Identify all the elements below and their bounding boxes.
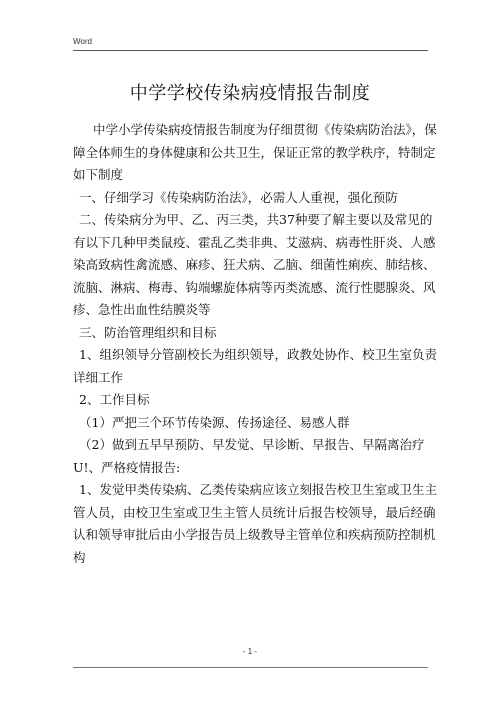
paragraph-line: U!、严格疫情报告: xyxy=(73,459,181,475)
paragraph xyxy=(73,344,437,389)
document-body xyxy=(73,119,437,569)
paragraph xyxy=(73,412,428,435)
paragraph-line: 中学小学传染病疫情报告制度为仔细贯彻《传染病防治法》，保 xyxy=(93,122,437,137)
paragraph-line: 染高致病性禽流感、麻疹、狂犬病、乙脑、细菌性痢疾、肺结核、 xyxy=(73,257,436,272)
paragraph xyxy=(73,479,437,569)
paragraph-line: （2）做到五早早预防、早发觉、早诊断、早报告、早隔离治疗 xyxy=(79,437,425,452)
app-label: Word xyxy=(73,37,92,46)
paragraph xyxy=(73,322,428,345)
paragraph-line: 疹、急性出血性结膜炎等 xyxy=(73,302,211,317)
paragraph-line: 管人员，由校卫生室或卫生主管人员统计后报告校领导，最后经确 xyxy=(73,504,436,520)
paragraph-line: 2、工作目标 xyxy=(79,392,150,407)
paragraph xyxy=(73,119,437,187)
paragraph xyxy=(73,187,428,210)
paragraph-line: 有以下几种甲类鼠疫、霍乱乙类非典、艾滋病、病毒性肝炎、人感 xyxy=(73,234,436,250)
paragraph xyxy=(73,434,428,479)
paragraph-line: 如下制度 xyxy=(73,167,124,182)
paragraph-line: 流脑、淋病、梅毒、钩端螺旋体病等丙类流感、流行性腮腺炎、风 xyxy=(73,279,436,295)
paragraph-line: （1）严把三个环节传染源、传扬途径、易感人群 xyxy=(79,414,350,430)
header-divider xyxy=(73,50,428,51)
paragraph-line: 认和领导审批后由小学报告员上级教导主管单位和疾病预防控制机 xyxy=(73,527,436,542)
paragraph-line: 三、防治管理组织和目标 xyxy=(79,324,217,340)
document-title: 中学学校传染病疫情报告制度 xyxy=(129,83,371,104)
paragraph-line: 一、仔细学习《传染病防治法》，必需人人重视，强化预防 xyxy=(79,189,398,205)
paragraph-line: 构 xyxy=(73,549,86,565)
paragraph-line: 1、组织领导分管副校长为组织领导，政教处协作、校卫生室负责 xyxy=(79,347,437,362)
footer-divider xyxy=(73,667,428,668)
paragraph xyxy=(73,209,436,322)
paragraph-line: 1、发觉甲类传染病、乙类传染病应该立刻报告校卫生室或卫生主 xyxy=(79,482,437,497)
paragraph-line: 详细工作 xyxy=(73,369,124,385)
page-number: - 1 - xyxy=(242,647,258,656)
paragraph-line: 二、传染病分为甲、乙、丙三类，共37种要了解主要以及常见的 xyxy=(79,212,433,227)
paragraph xyxy=(73,389,428,412)
paragraph-line: 障全体师生的身体健康和公共卫生，保证正常的教学秩序，特制定 xyxy=(73,144,436,160)
